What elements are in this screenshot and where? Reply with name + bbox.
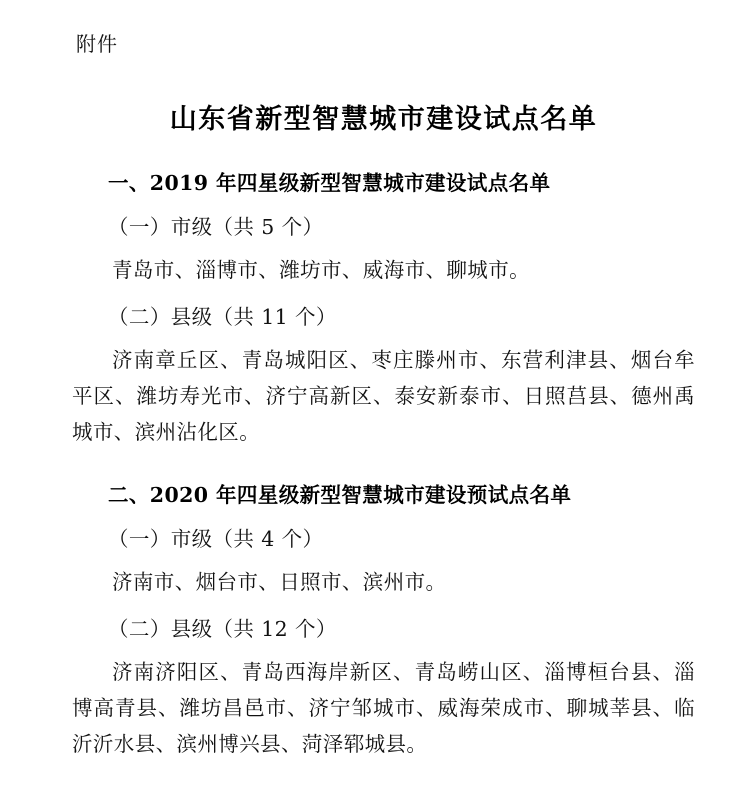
subsection-heading-1-1: （一）市级（共 5 个）: [108, 215, 324, 239]
section-heading-1: 一、2019 年四星级新型智慧城市建设试点名单: [108, 171, 551, 195]
subsection-body-1-1: 青岛市、淄博市、潍坊市、威海市、聊城市。: [112, 258, 530, 282]
section-heading-2: 二、2020 年四星级新型智慧城市建设预试点名单: [108, 483, 572, 507]
subsection-body-1-2: 济南章丘区、青岛城阳区、枣庄滕州市、东营利津县、烟台牟平区、潍坊寿光市、济宁高新区、泰安新泰市、日照莒县、德州禹城市、滨州沾化区。: [72, 348, 695, 444]
subsection-body-2-1: 济南市、烟台市、日照市、滨州市。: [112, 570, 447, 594]
subsection-heading-2-2: （二）县级（共 12 个）: [108, 617, 337, 641]
page-title: 山东省新型智慧城市建设试点名单: [169, 104, 598, 135]
subsection-heading-2-1: （一）市级（共 4 个）: [108, 527, 324, 551]
subsection-heading-1-2: （二）县级（共 11 个）: [108, 305, 337, 329]
attachment-label: 附件: [76, 32, 118, 56]
subsection-body-2-2: 济南济阳区、青岛西海岸新区、青岛崂山区、淄博桓台县、淄博高青县、潍坊昌邑市、济宁邹城市、威海荣成市、聊城莘县、临沂沂水县、滨州博兴县、菏泽郓城县。: [72, 660, 695, 756]
